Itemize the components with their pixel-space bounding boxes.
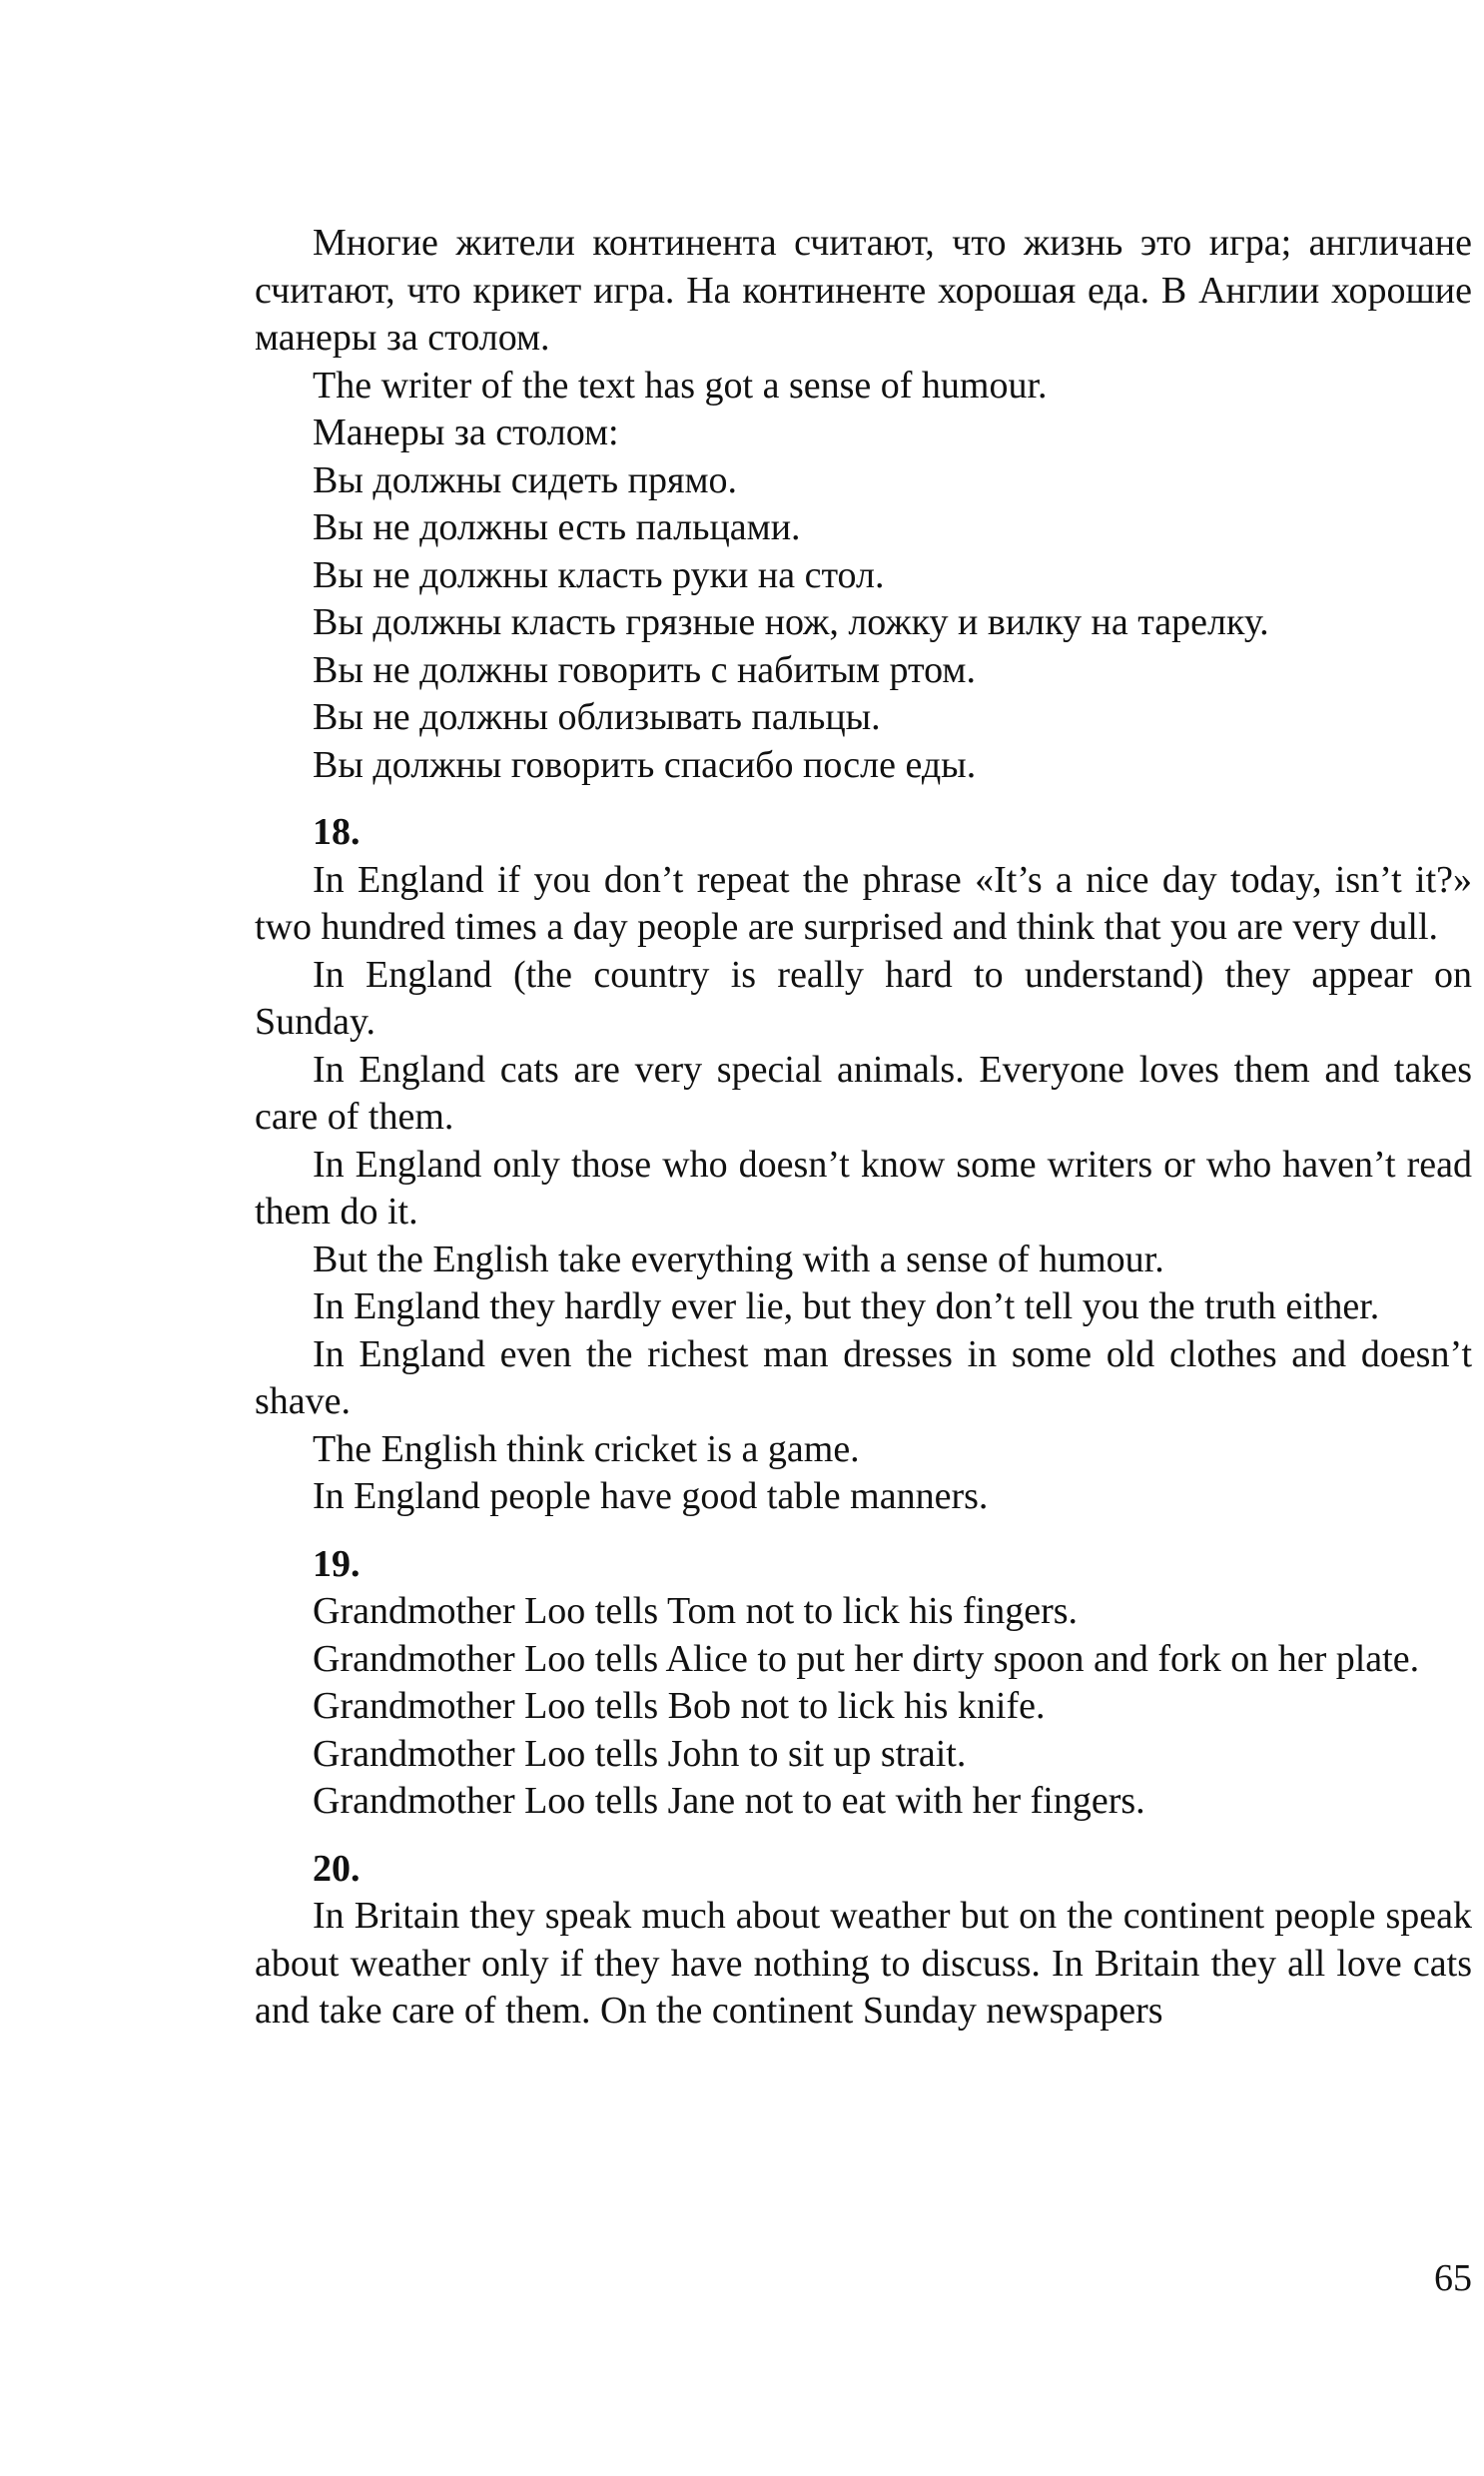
paragraph: Вы не должны говорить с набитым ртом. (313, 648, 976, 691)
paragraph: Многие жители континента считают, что жизнь это игра; англичане считают, что крикет игра. На континенте хорошая еда. В Англии хорошие манеры за столом. (255, 222, 1472, 359)
section-number: 20. (313, 1847, 361, 1890)
paragraph: Вы не должны класть руки на стол. (313, 553, 885, 596)
paragraph: Вы должны сидеть прямо. (313, 458, 737, 501)
paragraph: Манеры за столом: (313, 412, 619, 453)
paragraph: In Britain they speak much about weather but on the continent people speak about weather only if they have nothing to discuss. In Britain they all love cats and take care of them. On the continent Sunday newspapers (255, 1895, 1472, 2032)
section-19 (255, 1541, 1472, 1826)
paragraph: Вы не должны есть пальцами. (313, 506, 801, 548)
paragraph: In England only those who doesn’t know some writers or who haven’t read them do it. (255, 1143, 1472, 1233)
paragraph: In England people have good table manners. (313, 1475, 989, 1517)
paragraph: Grandmother Loo tells Jane not to eat with her fingers. (313, 1780, 1145, 1822)
paragraph: Grandmother Loo tells Bob not to lick his knife. (313, 1685, 1046, 1727)
paragraph: Вы не должны облизывать пальцы. (313, 696, 881, 738)
paragraph: Grandmother Loo tells Tom not to lick his fingers. (313, 1590, 1079, 1632)
paragraph: In England (the country is really hard to understand) they appear on Sunday. (255, 953, 1472, 1043)
paragraph: The English think cricket is a game. (313, 1427, 860, 1470)
intro-block (255, 220, 1472, 789)
paragraph: In England cats are very special animals. Everyone loves them and takes care of them. (255, 1048, 1472, 1138)
paragraph: But the English take everything with a sense of humour. (313, 1238, 1164, 1280)
paragraph: In England if you don’t repeat the phrase «It’s a nice day today, isn’t it?» two hundred times a day people are surprised and think that you are very dull. (255, 858, 1472, 948)
section-20 (255, 1846, 1472, 2036)
paragraph: In England even the richest man dresses in some old clothes and doesn’t shave. (255, 1332, 1472, 1422)
page-number: 65 (1434, 2257, 1472, 2299)
page-body (255, 220, 1472, 2036)
section-18 (255, 809, 1472, 1521)
paragraph: Вы должны класть грязные нож, ложку и вилку на тарелку. (313, 601, 1269, 643)
paragraph: Grandmother Loo tells John to sit up strait. (313, 1732, 967, 1775)
section-number: 18. (313, 811, 361, 853)
paragraph: In England they hardly ever lie, but they don’t tell you the truth either. (313, 1285, 1380, 1327)
section-number: 19. (313, 1542, 361, 1585)
paragraph: Grandmother Loo tells Alice to put her dirty spoon and fork on her plate. (313, 1637, 1420, 1680)
paragraph: The writer of the text has got a sense of humour. (313, 364, 1048, 407)
paragraph: Вы должны говорить спасибо после еды. (313, 743, 977, 786)
